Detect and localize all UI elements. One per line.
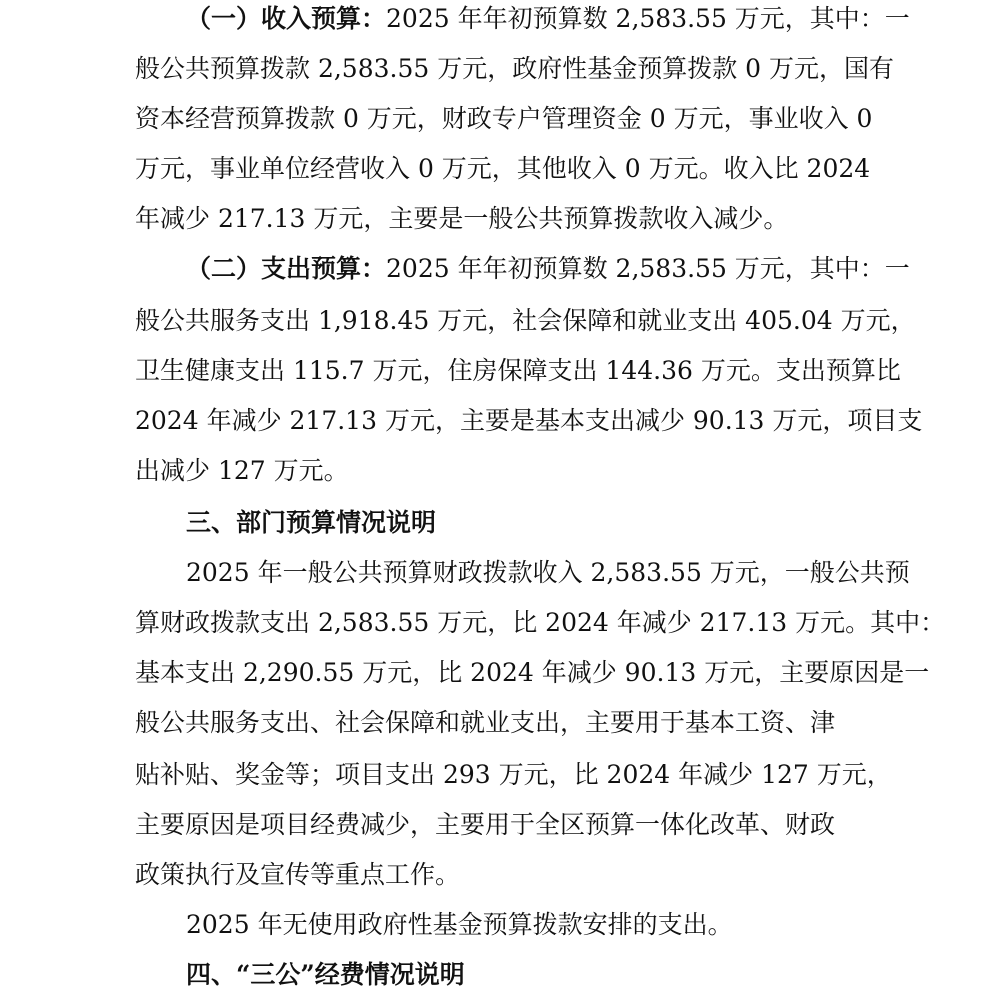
paragraph-department-line-3: 基本支出 2,290.55 万元，比 2024 年减少 90.13 万元，主要原因是一: [135, 658, 930, 687]
paragraph-department-line-6: 主要原因是项目经费减少，主要用于全区预算一体化改革、财政: [135, 810, 836, 839]
paragraph-department-line-5: 贴补贴、奖金等；项目支出 293 万元，比 2024 年减少 127 万元，: [135, 760, 892, 789]
income-budget-heading: （一）收入预算：: [186, 4, 387, 33]
paragraph-expense-line-1: [186, 244, 910, 294]
paragraph-department-line-2: 算财政拨款支出 2,583.55 万元，比 2024 年减少 217.13 万元。其中：: [135, 608, 946, 637]
section-heading-three-public-expenses: 四、“三公”经费情况说明: [186, 960, 465, 989]
paragraph-expense-line-5: 出减少 127 万元。: [135, 456, 349, 485]
paragraph-income-line-2: 般公共预算拨款 2,583.55 万元，政府性基金预算拨款 0 万元，国有: [135, 54, 895, 83]
section-heading-department-budget: 三、部门预算情况说明: [186, 508, 437, 537]
paragraph-income-line-3: 资本经营预算拨款 0 万元，财政专户管理资金 0 万元，事业收入 0: [135, 104, 873, 133]
paragraph-department-line-1: 2025 年一般公共预算财政拨款收入 2,583.55 万元，一般公共预: [186, 558, 910, 587]
expense-budget-heading: （二）支出预算：: [186, 254, 387, 283]
paragraph-income-line-4: 万元，事业单位经营收入 0 万元，其他收入 0 万元。收入比 2024: [135, 154, 871, 183]
paragraph-expense-line-3: 卫生健康支出 115.7 万元，住房保障支出 144.36 万元。支出预算比: [135, 356, 901, 385]
paragraph-fund-budget: 2025 年无使用政府性基金预算拨款安排的支出。: [186, 910, 733, 939]
line-text: 2025 年年初预算数 2,583.55 万元，其中：一: [386, 4, 910, 33]
paragraph-department-line-7: 政策执行及宣传等重点工作。: [135, 860, 461, 889]
paragraph-income-line-1: [186, 0, 910, 44]
paragraph-department-line-4: 般公共服务支出、社会保障和就业支出，主要用于基本工资、津: [135, 708, 836, 737]
paragraph-expense-line-4: 2024 年减少 217.13 万元，主要是基本支出减少 90.13 万元，项目支: [135, 406, 923, 435]
paragraph-income-line-5: 年减少 217.13 万元，主要是一般公共预算拨款收入减少。: [135, 204, 789, 233]
line-text: 2025 年年初预算数 2,583.55 万元，其中：一: [386, 254, 910, 283]
paragraph-expense-line-2: 般公共服务支出 1,918.45 万元，社会保障和就业支出 405.04 万元，: [135, 306, 916, 335]
